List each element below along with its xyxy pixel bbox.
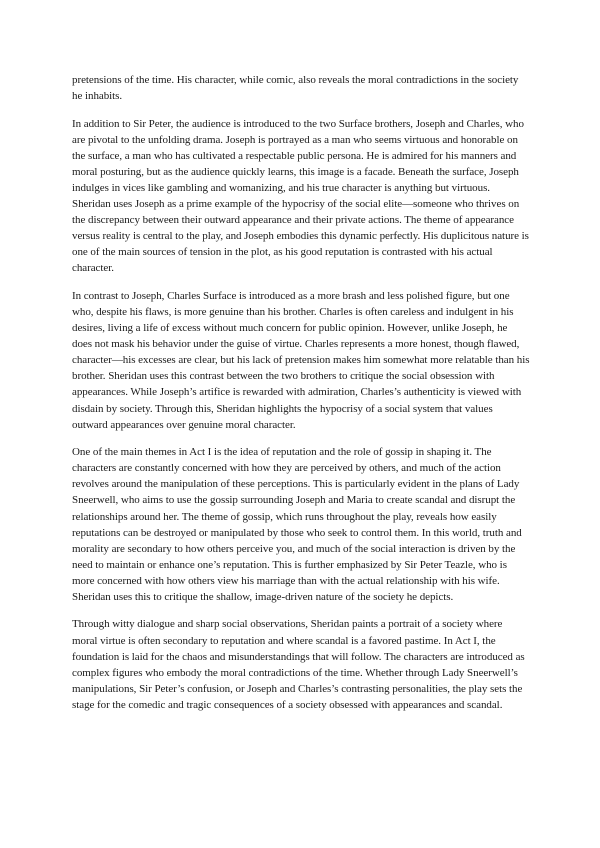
paragraph-4: One of the main themes in Act I is the idea of reputation and the role of gossip in shaping it. The characters are constantly concerned with how they are perceived by others, and much of the action revolves around the manipulation of these perceptions. This is particularly evident in the plans of Lady Sneerwell, who aims to use the gossip surrounding Joseph and Maria to create scandal and disrupt the relationships around her. The theme of gossip, which runs throughout the play, reveals how easily reputations can be destroyed or manipulated by those who seek to control them. In this world, truth and morality are secondary to how others perceive you, and much of the social interaction is driven by the need to maintain or enhance one’s reputation. This is further emphasized by Sir Peter Teazle, who is more concerned with how others view his marriage than with the actual relationship with his wife. Sheridan uses this to critique the shallow, image-driven nature of the society he depicts. xyxy=(72,446,522,603)
paragraph-1: pretensions of the time. His character, while comic, also reveals the moral contradictions in the society he inhabits. xyxy=(72,74,519,103)
document-body xyxy=(72,72,530,724)
paragraph-5: Through witty dialogue and sharp social observations, Sheridan paints a portrait of a society where moral virtue is often secondary to reputation and where scandal is a favored pastime. In Act I, the foundation is laid for the chaos and misunderstandings that will follow. The characters are introduced as complex figures who embody the moral contradictions of the time. Whether through Lady Sneerwell’s manipulations, Sir Peter’s confusion, or Joseph and Charles’s contrasting personalities, the play sets the stage for the comedic and tragic consequences of a society obsessed with appearances and scandal. xyxy=(72,618,525,711)
paragraph-3: In contrast to Joseph, Charles Surface is introduced as a more brash and less polished figure, but one who, despite his flaws, is more genuine than his brother. Charles is often careless and indulgent in his desires, living a life of excess without much concern for public opinion. However, unlike Joseph, he does not mask his behavior under the guise of virtue. Charles represents a more honest, though flawed, character—his excesses are clear, but his lack of pretension makes him somewhat more relatable than his brother. Sheridan uses this contrast between the two brothers to critique the social obsession with appearances. While Joseph’s artifice is rewarded with admiration, Charles’s authenticity is viewed with disdain by society. Through this, Sheridan highlights the hypocrisy of a social system that values outward appearances over genuine moral character. xyxy=(72,289,530,431)
paragraph-2: In addition to Sir Peter, the audience is introduced to the two Surface brothers, Joseph and Charles, who are pivotal to the unfolding drama. Joseph is portrayed as a man who seems virtuous and honorable on the surface, a man who has cultivated a respectable public persona. He is admired for his manners and moral posturing, but as the audience quickly learns, this image is a facade. Beneath the surface, Joseph indulges in vices like gambling and womanizing, and his true character is anything but virtuous. Sheridan uses Joseph as a prime example of the hypocrisy of the social elite—someone who thrives on the discrepancy between their outward appearance and their private actions. The theme of appearance versus reality is central to the play, and Joseph embodies this dynamic perfectly. His duplicitous nature is one of the main sources of tension in the plot, as his good reputation is contrasted with his actual character. xyxy=(72,117,529,275)
